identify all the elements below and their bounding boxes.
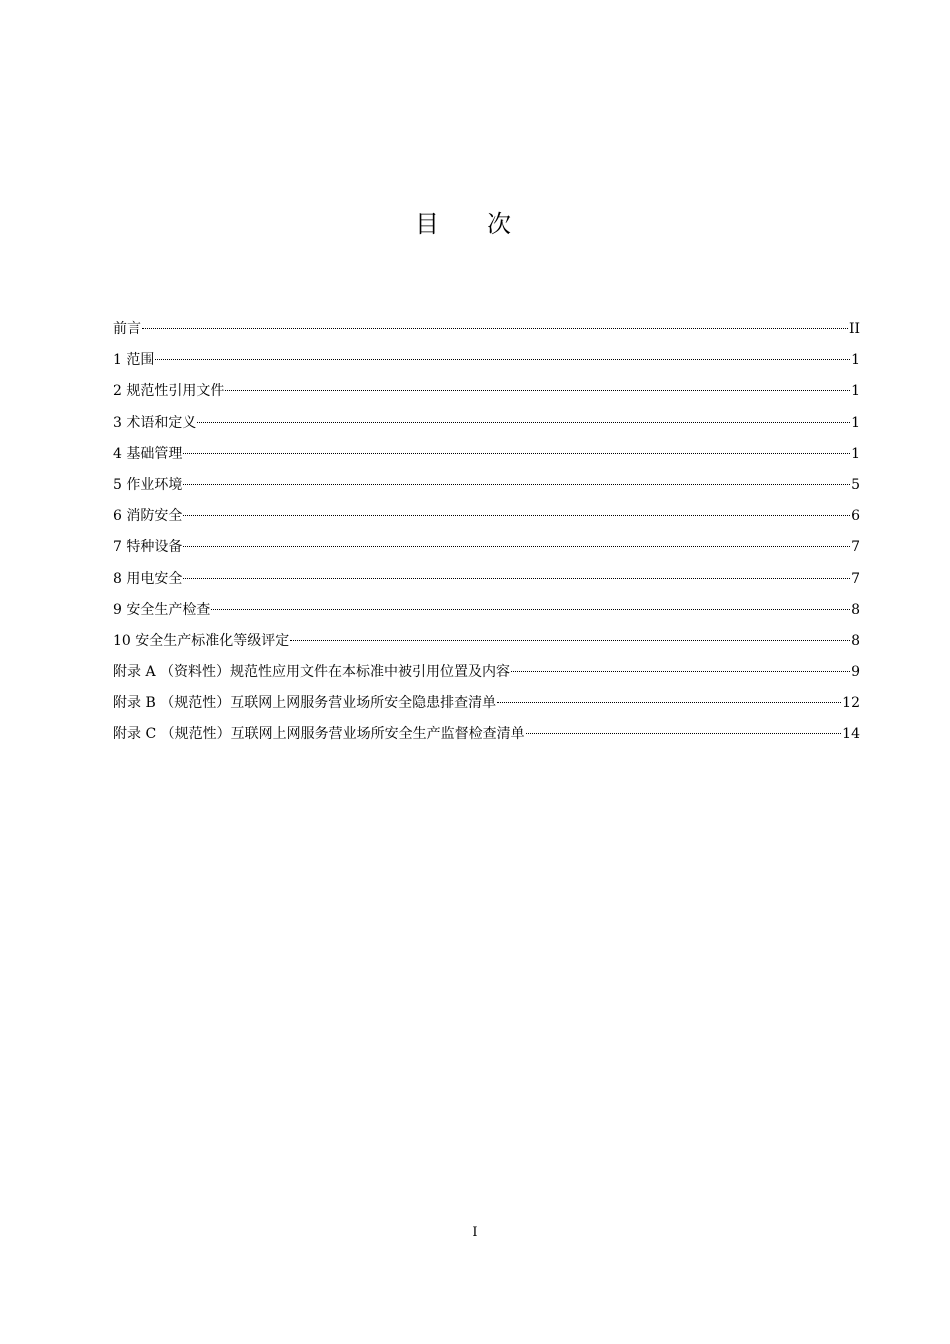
page-title: 目次 (415, 210, 559, 238)
toc-entry-label: 2 规范性引用文件 (113, 383, 225, 400)
toc-dot-leader (497, 701, 841, 703)
toc-dot-leader (183, 452, 850, 454)
toc-entry-label: 3 术语和定义 (113, 414, 197, 431)
toc-entry-special-equipment[interactable] (113, 536, 860, 567)
toc-entry-page: 1 (851, 414, 860, 431)
toc-dot-leader (211, 608, 850, 610)
toc-entry-appendix-b[interactable] (113, 692, 860, 723)
toc-dot-leader (183, 545, 850, 547)
toc-dot-leader (155, 358, 850, 360)
toc-entry-appendix-a[interactable] (113, 661, 860, 692)
table-of-contents (113, 318, 860, 755)
toc-entry-safety-inspection[interactable] (113, 599, 860, 630)
toc-entry-page: 9 (851, 664, 860, 681)
toc-entry-label: 7 特种设备 (113, 539, 183, 556)
toc-entry-page: II (848, 321, 860, 337)
toc-entry-scope[interactable] (113, 349, 860, 380)
toc-dot-leader (225, 389, 850, 391)
toc-dot-leader (197, 421, 850, 423)
toc-entry-label: 6 消防安全 (113, 508, 183, 525)
toc-entry-page: 5 (851, 476, 860, 493)
toc-entry-label: 附录 C （规范性）互联网上网服务营业场所安全生产监督检查清单 (113, 726, 525, 743)
toc-entry-label: 附录 A （资料性）规范性应用文件在本标准中被引用位置及内容 (113, 664, 511, 681)
toc-entry-page: 7 (851, 570, 860, 587)
toc-entry-label: 4 基础管理 (113, 445, 183, 462)
toc-entry-page: 8 (851, 632, 860, 649)
toc-entry-label: 附录 B （规范性）互联网上网服务营业场所安全隐患排查清单 (113, 695, 497, 712)
toc-dot-leader (183, 577, 850, 579)
toc-entry-electrical-safety[interactable] (113, 568, 860, 599)
page-number: I (472, 1225, 478, 1240)
toc-entry-page: 1 (851, 383, 860, 400)
toc-entry-page: 12 (842, 695, 860, 712)
toc-entry-appendix-c[interactable] (113, 723, 860, 754)
toc-dot-leader (183, 483, 850, 485)
toc-entry-normative-references[interactable] (113, 380, 860, 411)
toc-entry-page: 14 (842, 726, 860, 743)
toc-dot-leader (183, 514, 850, 516)
toc-entry-label: 9 安全生产检查 (113, 601, 211, 618)
toc-entry-foreword[interactable] (113, 318, 860, 349)
toc-dot-leader (142, 327, 848, 329)
toc-dot-leader (290, 639, 850, 641)
toc-entry-standardization-rating[interactable] (113, 630, 860, 661)
toc-entry-label: 5 作业环境 (113, 476, 183, 493)
toc-entry-basic-management[interactable] (113, 443, 860, 474)
toc-dot-leader (511, 670, 850, 672)
toc-entry-label: 1 范围 (113, 352, 155, 369)
toc-entry-label: 10 安全生产标准化等级评定 (113, 632, 290, 649)
toc-entry-label: 8 用电安全 (113, 570, 183, 587)
toc-entry-work-environment[interactable] (113, 474, 860, 505)
toc-entry-page: 8 (851, 601, 860, 618)
toc-entry-terms-definitions[interactable] (113, 412, 860, 443)
toc-entry-page: 6 (851, 508, 860, 525)
toc-entry-page: 1 (851, 445, 860, 462)
toc-entry-label: 前言 (113, 321, 141, 337)
toc-entry-page: 7 (851, 539, 860, 556)
toc-entry-page: 1 (851, 352, 860, 369)
toc-entry-fire-safety[interactable] (113, 505, 860, 536)
toc-dot-leader (526, 732, 842, 734)
